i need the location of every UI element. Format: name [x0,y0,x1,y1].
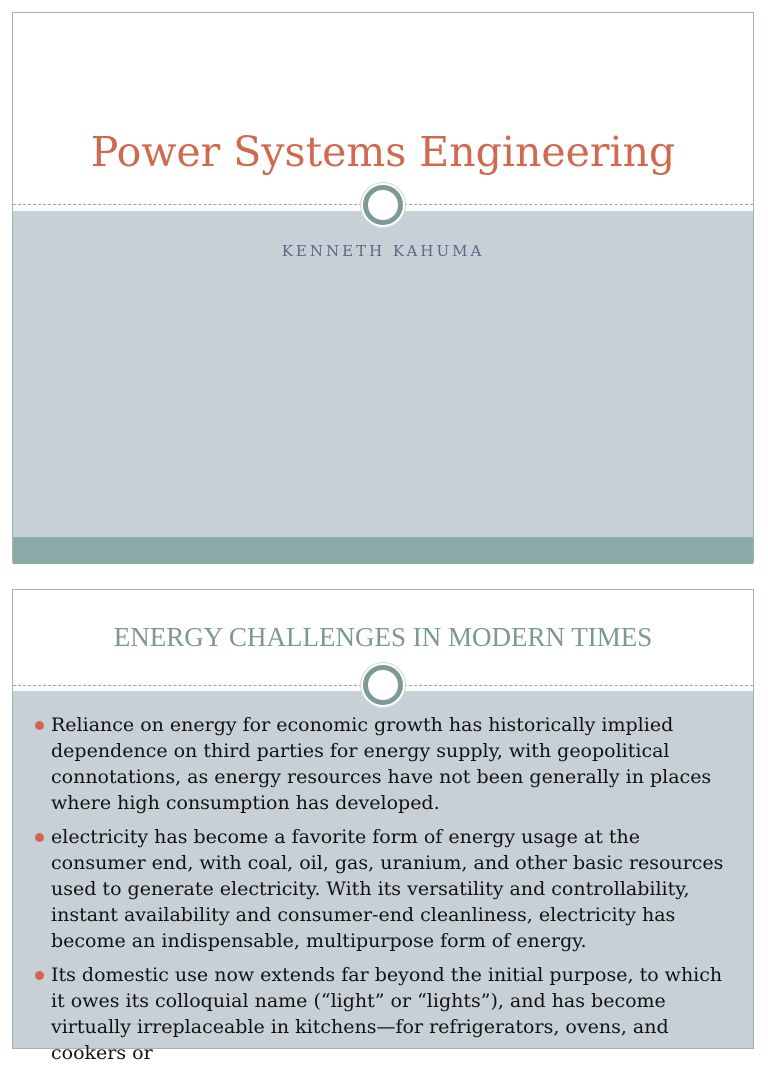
bullet-item [35,962,735,1066]
slide-title: ENERGY CHALLENGES IN MODERN TIMES [113,622,653,652]
bullet-item [35,712,735,816]
content-slide [12,589,754,1064]
bullet-text: electricity has become a favorite form of energy usage at the consumer end, with coal, oil, gas, uranium, and other basic resources used to generate electricity. With its versatility and controllability, instant availability and consumer-end cleanliness, electricity has become an indispensable, multipurpose form of energy. [51,826,724,952]
footer-band [13,537,753,564]
bullet-item [35,824,735,954]
subtitle-area [13,211,753,537]
bullet-dot-icon [35,833,44,842]
bullet-dot-icon [35,971,44,980]
title-slide [12,12,754,563]
ring-ornament-icon [363,185,403,225]
bullet-list [35,712,735,1074]
title-area [13,13,753,204]
slide-title: Power Systems Engineering [90,128,676,176]
slide-subtitle: KENNETH KAHUMA [281,242,485,260]
bullet-dot-icon [35,721,44,730]
ring-ornament-icon [363,665,403,705]
bullet-text: Reliance on energy for economic growth has historically implied dependence on third parties for energy supply, with geopolitical connotations, as energy resources have not been generally in places where high consumption has developed. [51,714,712,814]
bullet-text: Its domestic use now extends far beyond the initial purpose, to which it owes its colloquial name (“light” or “lights”), and has become virtually irreplaceable in kitchens—for refrigerators, ovens, and cookers or [51,964,723,1064]
